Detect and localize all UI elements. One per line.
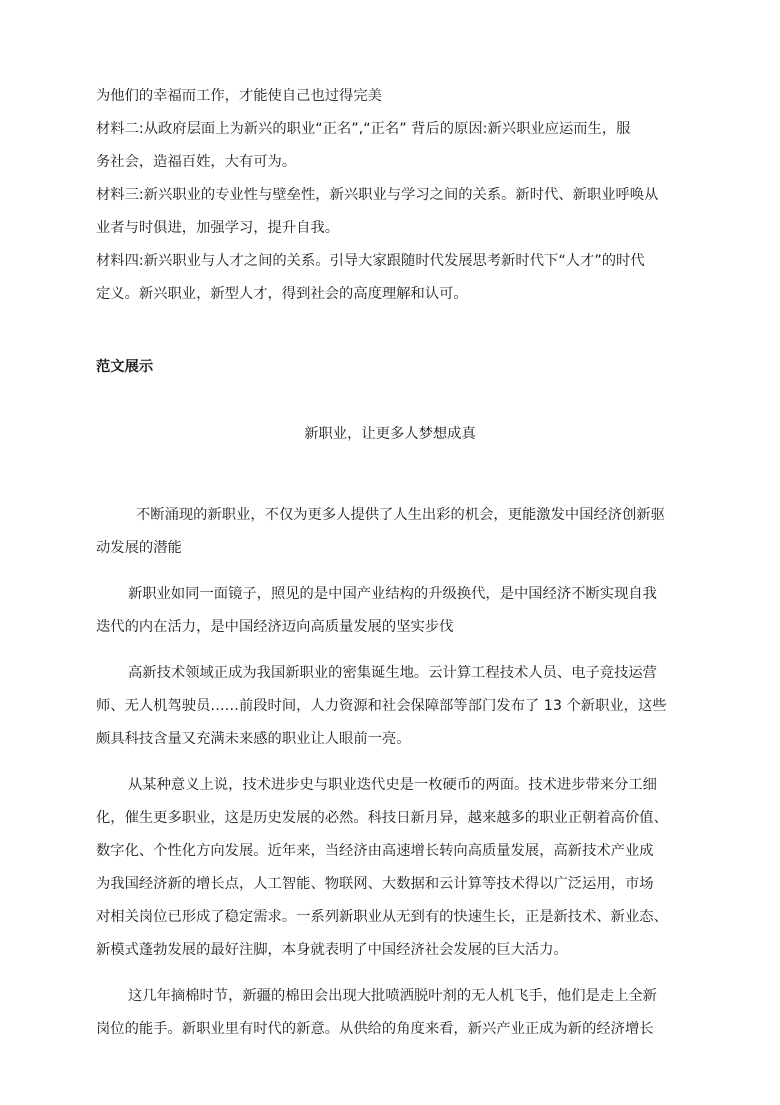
essay-line: 师、无人机驾驶员……前段时间，人力资源和社会保障部等部门发布了 13 个新职业，这些 bbox=[96, 698, 667, 714]
essay-line: 岗位的能手。新职业里有时代的新意。从供给的角度来看，新兴产业正成为新的经济增长 bbox=[96, 1021, 654, 1037]
material-line: 务社会，造福百姓，大有可为。 bbox=[96, 154, 297, 170]
essay-line: 这几年摘棉时节，新疆的棉田会出现大批喷洒脱叶剂的无人机飞手，他们是走上全新 bbox=[128, 988, 657, 1004]
essay-line: 为我国经济新的增长点，人工智能、物联网、大数据和云计算等技术得以广泛运用，市场 bbox=[96, 876, 654, 892]
material-line: 业者与时俱进，加强学习，提升自我。 bbox=[96, 220, 340, 236]
essay-line: 化，催生更多职业，这是历史发展的必然。科技日新月异，越来越多的职业正朝着高价值、 bbox=[96, 810, 668, 826]
essay-line: 数字化、个性化方向发展。近年来，当经济由高速增长转向高质量发展，高新技术产业成 bbox=[96, 843, 654, 859]
essay-line: 高新技术领域正成为我国新职业的密集诞生地。云计算工程技术人员、电子竞技运营 bbox=[128, 665, 657, 681]
material-line: 材料四:新兴职业与人才之间的关系。引导大家跟随时代发展思考新时代下“人才”的时代 bbox=[96, 253, 645, 269]
essay-line: 迭代的内在活力，是中国经济迈向高质量发展的坚实步伐 bbox=[96, 619, 454, 635]
essay-line: 从某种意义上说，技术进步史与职业迭代史是一枚硬币的两面。技术进步带来分工细 bbox=[128, 777, 657, 793]
essay-line: 颇具科技含量又充满未来感的职业让人眼前一亮。 bbox=[96, 731, 411, 747]
essay-line: 动发展的潜能 bbox=[96, 540, 182, 556]
essay-line: 对相关岗位已形成了稳定需求。一系列新职业从无到有的快速生长，正是新技术、新业态、 bbox=[96, 909, 668, 925]
material-line: 材料二:从政府层面上为新兴的职业“正名”,“正名” 背后的原因:新兴职业应运而生，服 bbox=[96, 121, 631, 137]
material-line: 材料三:新兴职业的专业性与壁垒性，新兴职业与学习之间的关系。新时代、新职业呼唤从 bbox=[96, 187, 659, 203]
essay-line: 新模式蓬勃发展的最好注脚，本身就表明了中国经济社会发展的巨大活力。 bbox=[96, 942, 568, 958]
material-line: 为他们的幸福而工作，才能使自己也过得完美 bbox=[96, 88, 382, 104]
essay-line: 新职业如同一面镜子，照见的是中国产业结构的升级换代，是中国经济不断实现自我 bbox=[128, 586, 657, 602]
essay-line: 不断涌现的新职业，不仅为更多人提供了人生出彩的机会，更能激发中国经济创新驱 bbox=[136, 507, 665, 523]
material-line: 定义。新兴职业，新型人才，得到社会的高度理解和认可。 bbox=[96, 286, 468, 302]
essay-title: 新职业，让更多人梦想成真 bbox=[304, 426, 476, 442]
section-heading: 范文展示 bbox=[96, 359, 154, 375]
